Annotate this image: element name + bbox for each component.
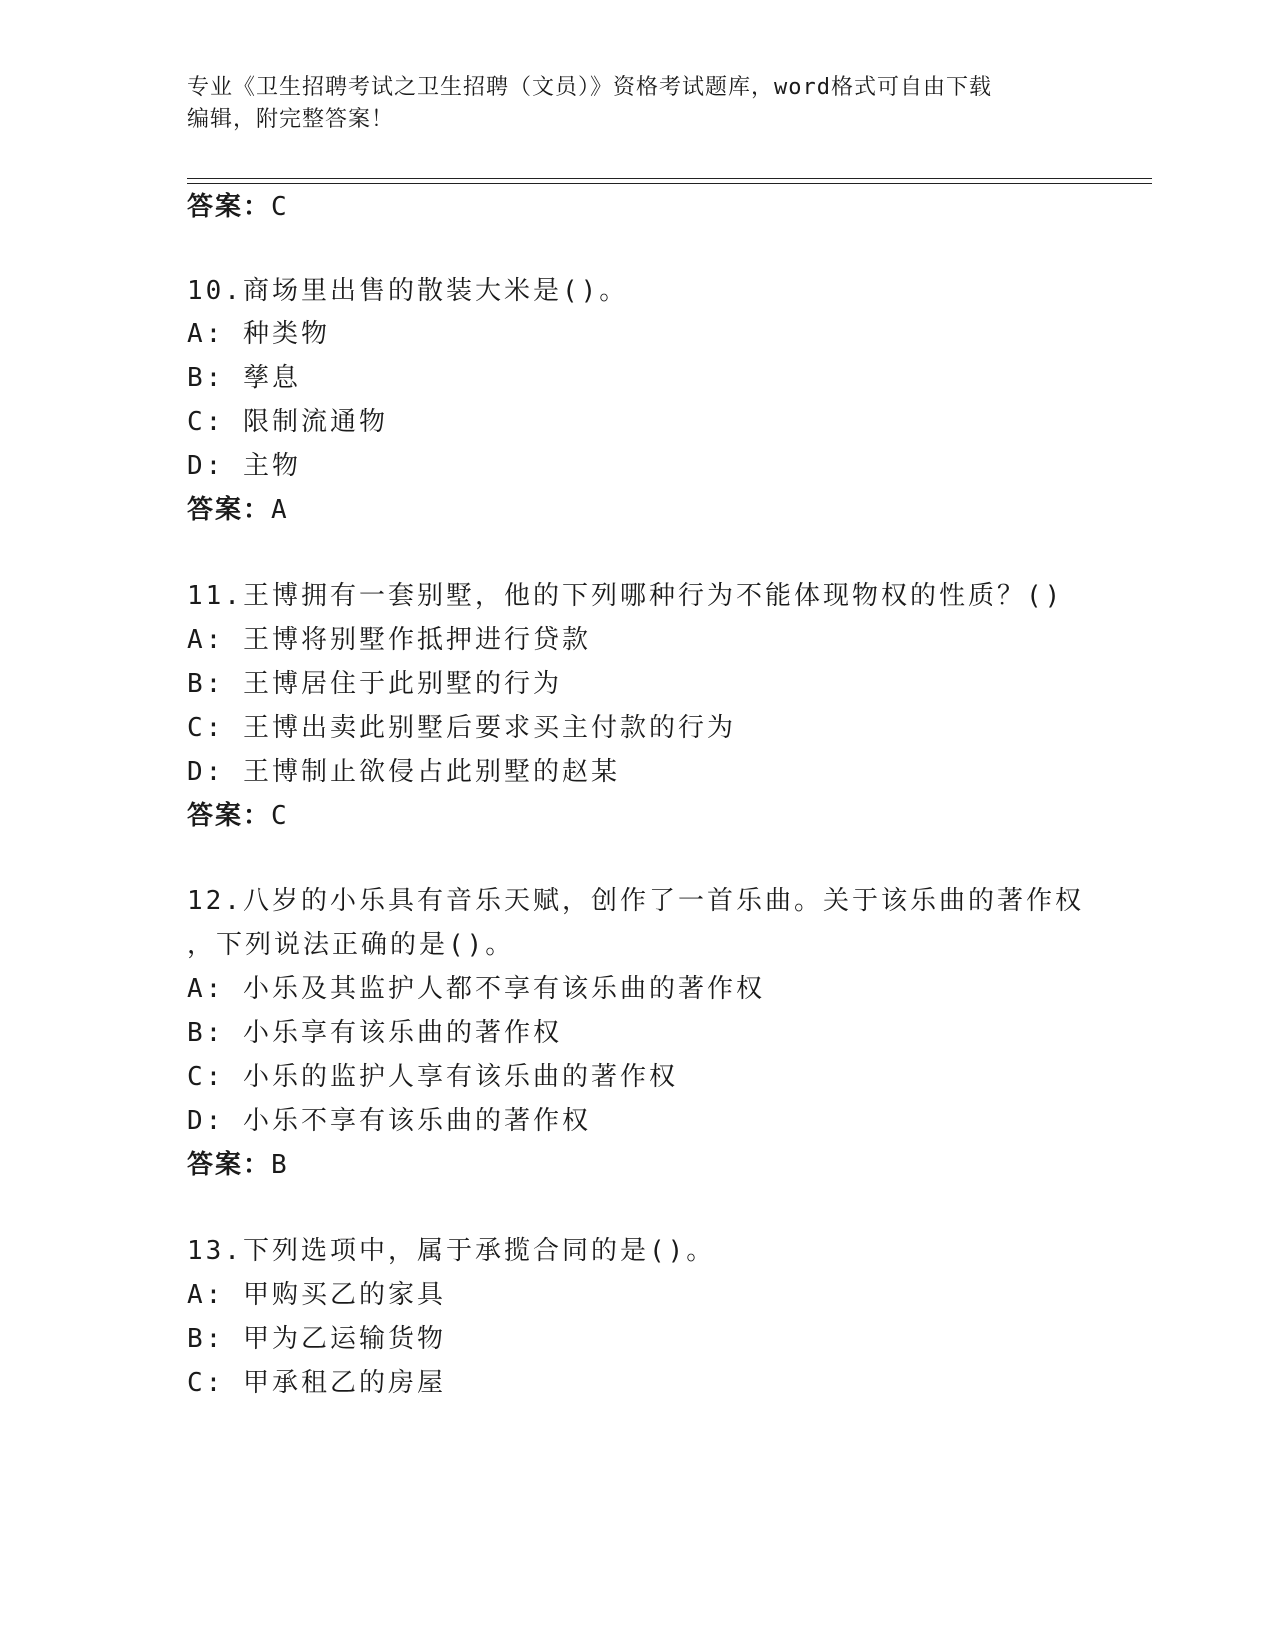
header-divider	[187, 178, 1152, 179]
answer-value: C	[271, 192, 289, 222]
answer-line	[187, 1148, 289, 1182]
option-a: A: 甲购买乙的家具	[187, 1280, 446, 1310]
question-stem: 10.商场里出售的散装大米是()。	[187, 276, 629, 306]
option-c: C: 小乐的监护人享有该乐曲的著作权	[187, 1062, 678, 1092]
question-stem: 13.下列选项中，属于承揽合同的是()。	[187, 1236, 716, 1266]
answer-line	[187, 799, 289, 833]
answer-label: 答案：	[187, 192, 272, 222]
option-a: A: 小乐及其监护人都不享有该乐曲的著作权	[187, 974, 765, 1004]
answer-label: 答案：	[187, 801, 272, 831]
question-stem: 11.王博拥有一套别墅，他的下列哪种行为不能体现物权的性质？()	[187, 581, 1064, 611]
answer-value: A	[271, 495, 289, 525]
option-c: C: 限制流通物	[187, 407, 388, 437]
document-header	[187, 72, 1067, 136]
option-a: A: 王博将别墅作抵押进行贷款	[187, 625, 591, 655]
answer-label: 答案：	[187, 1150, 272, 1180]
option-b: B: 小乐享有该乐曲的著作权	[187, 1018, 562, 1048]
option-d: D: 王博制止欲侵占此别墅的赵某	[187, 757, 620, 787]
header-line-2: 编辑，附完整答案！	[187, 107, 395, 132]
answer-value: B	[271, 1150, 289, 1180]
option-c: C: 王博出卖此别墅后要求买主付款的行为	[187, 713, 736, 743]
question-stem: 12.八岁的小乐具有音乐天赋，创作了一首乐曲。关于该乐曲的著作权	[187, 886, 1084, 916]
option-a: A: 种类物	[187, 319, 330, 349]
option-c: C: 甲承租乙的房屋	[187, 1368, 446, 1398]
option-d: D: 小乐不享有该乐曲的著作权	[187, 1106, 591, 1136]
header-line-1: 专业《卫生招聘考试之卫生招聘（文员）》资格考试题库，word格式可自由下载	[187, 75, 992, 100]
option-b: B: 王博居住于此别墅的行为	[187, 669, 562, 699]
answer-label: 答案：	[187, 495, 272, 525]
option-b: B: 孳息	[187, 363, 301, 393]
question-stem-continued: ，下列说法正确的是()。	[187, 930, 515, 960]
answer-line	[187, 190, 289, 224]
option-d: D: 主物	[187, 451, 301, 481]
answer-line	[187, 493, 289, 527]
header-divider-double	[187, 183, 1152, 184]
answer-value: C	[271, 801, 289, 831]
option-b: B: 甲为乙运输货物	[187, 1324, 446, 1354]
